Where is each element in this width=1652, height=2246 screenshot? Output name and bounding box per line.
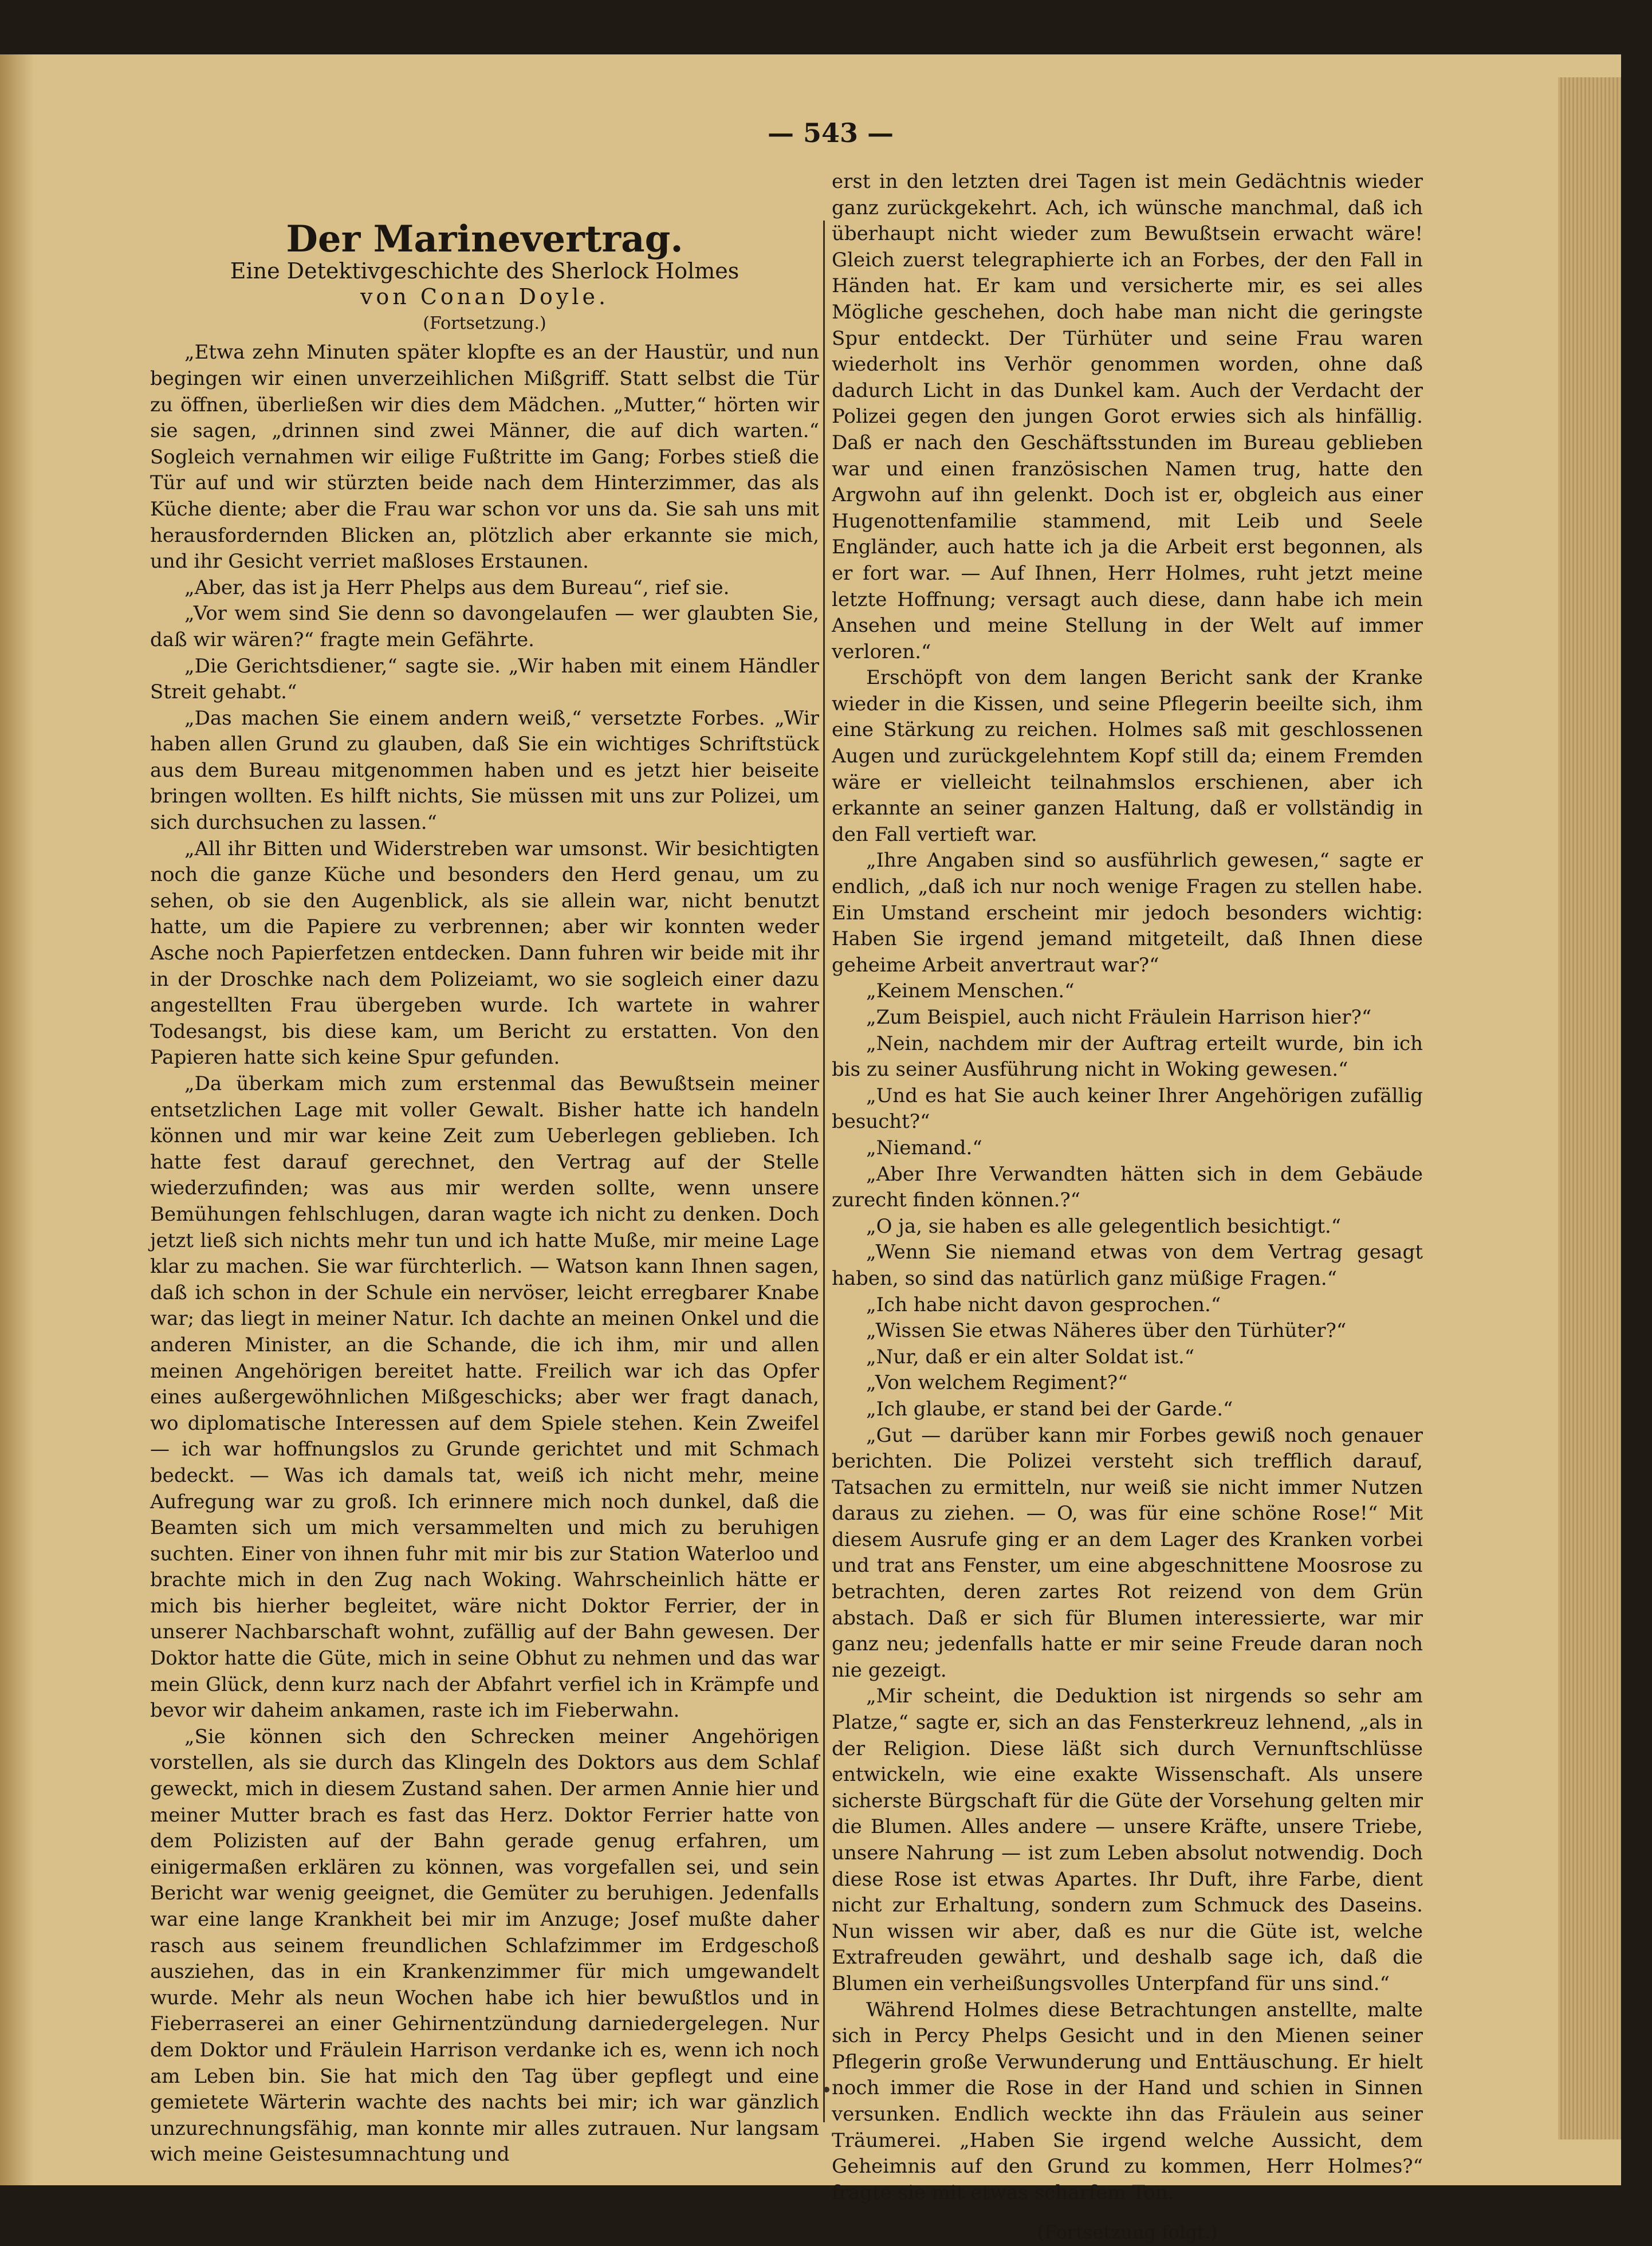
paragraph: „Wissen Sie etwas Näheres über den Türhüter?“ (866, 1319, 1347, 1343)
paragraph: „Ich habe nicht davon gesprochen.“ (866, 1293, 1221, 1316)
article-subtitle: Eine Detektivgeschichte des Sherlock Holmes (230, 258, 740, 284)
paragraph: „Etwa zehn Minuten später klopfte es an der Haustür, und nun begingen wir einen unverzeihlichen Mißgriff. Statt selbst die Tür zu öffnen, überließen wir dies dem Mädchen. „Mutter,“ hörten wir sie sagen, „drinnen sind zwei Männer, die auf dich warten.“ Sogleich vernahmen wir eilige Fußtritte im Gang; Forbes stieß die Tür auf und wir stürzten beide nach dem Hinterzimmer, das als Küche diente; aber die Frau war schon vor uns da. Sie sah uns mit herausfordernden Blicken an, plötzlich aber erkannte sie mich, und ihr Gesicht verriet maßloses Erstaunen. (150, 341, 819, 573)
page-spine-shadow (0, 54, 34, 2185)
paragraph: „Vor wem sind Sie denn so davongelaufen — wer glaubten Sie, daß wir wären?“ fragte mein Gefährte. (150, 602, 819, 651)
closing-note: (Fortsetzung folgt.) (1037, 2221, 1218, 2244)
newspaper-page (0, 54, 1621, 2244)
ink-dot (824, 2087, 829, 2092)
page-number: — 543 — (767, 117, 894, 148)
paragraph: „Gut — darüber kann mir Forbes gewiß noch genauer berichten. Die Polizei versteht sich trefflich darauf, Tatsachen zu ermitteln, nur weiß sie nicht immer Nutzen daraus zu ziehen. — O, was für eine schöne Rose!“ Mit diesem Ausrufe ging er an dem Lager des Kranken vorbei und trat ans Fenster, um eine abgeschnittene Moosrose zu betrachten, deren zartes Rot reizend von dem Grün abstach. Daß er sich für Blumen interessierte, war mir ganz neu; jedenfalls hatte er mir seine Freude daran noch nie gezeigt. (832, 1423, 1423, 1682)
paragraph: erst in den letzten drei Tagen ist mein Gedächtnis wieder ganz zurückgekehrt. Ach, ich wünsche manchmal, daß ich überhaupt nicht wieder zum Bewußtsein erwacht wäre! Gleich zuerst telegraphierte ich an Forbes, der den Fall in Händen hat. Er kam und versicherte mir, es sei alles Mögliche geschehen, doch habe man nicht die geringste Spur entdeckt. Der Türhüter und seine Frau waren wiederholt ins Verhör genommen worden, ohne daß dadurch Licht in das Dunkel kam. Auch der Verdacht der Polizei gegen den jungen Gorot erwies sich als hinfällig. Daß er nach den Geschäftsstunden im Bureau geblieben war und einen französischen Namen trug, hatte den Argwohn auf ihn gelenkt. Doch ist er, obgleich aus einer Hugenottenfamilie stammend, mit Leib und Seele Engländer, auch hatte ich ja die Arbeit erst begonnen, als er fort war. — Auf Ihnen, Herr Holmes, ruht jetzt meine letzte Hoffnung; versagt auch diese, dann habe ich mein Ansehen und meine Stellung in der Welt auf immer verloren.“ (832, 170, 1423, 663)
paragraph: „Niemand.“ (866, 1136, 982, 1159)
paragraph: „Die Gerichtsdiener,“ sagte sie. „Wir haben mit einem Händler Streit gehabt.“ (150, 654, 819, 704)
paragraph: „Und es hat Sie auch keiner Ihrer Angehörigen zufällig besucht?“ (832, 1084, 1423, 1134)
paragraph: „Zum Beispiel, auch nicht Fräulein Harrison hier?“ (866, 1006, 1372, 1029)
paragraph: „Sie können sich den Schrecken meiner Angehörigen vorstellen, als sie durch das Klingeln des Doktors aus dem Schlaf geweckt, mich in diesem Zustand sahen. Der armen Annie hier und meiner Mutter brach es fast das Herz. Doktor Ferrier hatte von dem Polizisten auf der Bahn gerade genug erfahren, um einigermaßen erklären zu können, was vorgefallen sei, und sein Bericht war wenig geeignet, die Gemüter zu beruhigen. Jedenfalls war eine lange Krankheit bei mir im Anzuge; Josef mußte daher rasch aus seinem freundlichen Schlafzimmer im Erdgeschoß ausziehen, das in ein Krankenzimmer für mich umgewandelt wurde. Mehr als neun Wochen habe ich hier bewußtlos und in Fieberraserei an einer Gehirnentzündung darniedergelegen. Nur dem Doktor und Fräulein Harrison verdanke ich es, wenn ich noch am Leben bin. Sie hat mich den Tag über gepflegt und eine gemietete Wärterin wachte des nachts bei mir; ich war gänzlich unzurechnungsfähig, man konnte mir alles zutrauen. Nur langsam wich meine Geistesumnachtung und (150, 1725, 819, 2166)
paragraph: „Ihre Angaben sind so ausführlich gewesen,“ sagte er endlich, „daß ich nur noch wenige Fragen zu stellen habe. Ein Umstand erscheint mir jedoch besonders wichtig: Haben Sie irgend jemand mitgeteilt, daß Ihnen diese geheime Arbeit anvertraut war?“ (832, 849, 1423, 977)
paragraph: „Nur, daß er ein alter Soldat ist.“ (866, 1345, 1195, 1368)
paragraph: „Mir scheint, die Deduktion ist nirgends so sehr am Platze,“ sagte er, sich an das Fensterkreuz lehnend, „als in der Religion. Diese läßt sich durch Vernunftschlüsse entwickeln, wie eine exakte Wissenschaft. Als unsere sicherste Bürgschaft für die Güte der Vorsehung gelten mir die Blumen. Alles andere — unsere Kräfte, unsere Triebe, unsere Nahrung — ist zum Leben absolut notwendig. Doch diese Rose ist etwas Apartes. Ihr Duft, ihre Farbe, dient nicht zur Erhaltung, sondern zum Schmuck des Daseins. Nun wissen wir aber, daß es nur die Güte ist, welche Extrafreuden gewährt, und deshalb sage ich, daß die Blumen ein verheißungsvolles Unterpfand für uns sind.“ (832, 1685, 1423, 1995)
column-divider (823, 221, 825, 2122)
paragraph: „Das machen Sie einem andern weiß,“ versetzte Forbes. „Wir haben allen Grund zu glauben, daß Sie ein wichtiges Schriftstück aus dem Bureau mitgenommen haben und es jetzt hier beiseite bringen wollten. Es hilft nichts, Sie müssen mit uns zur Polizei, um sich durchsuchen zu lassen.“ (150, 706, 819, 835)
paragraph: „Von welchem Regiment?“ (866, 1371, 1128, 1395)
column-right (832, 169, 1423, 2246)
page-edges (1558, 77, 1621, 2139)
paragraph: „Aber Ihre Verwandten hätten sich in dem Gebäude zurecht finden können.?“ (832, 1162, 1423, 1212)
paragraph: Während Holmes diese Betrachtungen anstellte, malte sich in Percy Phelps Gesicht und in den Mienen seiner Pflegerin große Verwunderung und Enttäuschung. Er hielt noch immer die Rose in der Hand und schien in Sinnen versunken. Endlich weckte ihn das Fräulein aus seiner Träumerei. „Haben Sie irgend welche Aussicht, dem Geheimnis auf den Grund zu kommen, Herr Holmes?“ fragte sie mit etwas scharfem Ton. (832, 1998, 1423, 2204)
paragraph: „Ich glaube, er stand bei der Garde.“ (866, 1397, 1233, 1421)
column-left (150, 218, 819, 2168)
paragraph: „Keinem Menschen.“ (866, 980, 1075, 1003)
paragraph: „Wenn Sie niemand etwas von dem Vertrag gesagt haben, so sind das natürlich ganz müßige Fragen.“ (832, 1241, 1423, 1290)
paragraph: „Aber, das ist ja Herr Phelps aus dem Bureau“, rief sie. (184, 576, 730, 599)
paragraph: „Nein, nachdem mir der Auftrag erteilt wurde, bin ich bis zu seiner Ausführung nicht in Woking gewesen.“ (832, 1032, 1423, 1081)
paragraph: „All ihr Bitten und Widerstreben war umsonst. Wir besichtigten noch die ganze Küche und besonders den Herd genau, um zu sehen, ob sie den Augenblick, als sie allein war, nicht benutzt hatte, um die Papiere zu verbrennen; aber wir konnten weder Asche noch Papierfetzen entdecken. Dann fuhren wir beide mit ihr in der Droschke nach dem Polizeiamt, wo sie sogleich einer dazu angestellten Frau übergeben wurde. Ich wartete in wahrer Todesangst, bis diese kam, um Bericht zu erstatten. Von den Papieren hatte sich keine Spur gefunden. (150, 837, 819, 1069)
paragraph: Erschöpft von dem langen Bericht sank der Kranke wieder in die Kissen, und seine Pflegerin beeilte sich, ihm eine Stärkung zu reichen. Holmes saß mit geschlossenen Augen und zurückgelehntem Kopf still da; einem Fremden wäre er vielleicht teilnahmslos erschienen, aber ich erkannte an seiner ganzen Haltung, daß er vollständig in den Fall vertieft war. (832, 666, 1423, 846)
article-author: von Conan Doyle. (360, 284, 609, 310)
article-title: Der Marinevertrag. (286, 218, 683, 261)
paragraph: „O ja, sie haben es alle gelegentlich besichtigt.“ (866, 1214, 1342, 1238)
paragraph: „Da überkam mich zum erstenmal das Bewußtsein meiner entsetzlichen Lage mit voller Gewalt. Bisher hatte ich handeln können und mir war keine Zeit zum Ueberlegen geblieben. Ich hatte fest darauf gerechnet, den Vertrag auf der Stelle wiederzufinden; was aus mir werden sollte, wenn unsere Bemühungen fehlschlugen, daran wagte ich nicht zu denken. Doch jetzt ließ sich nichts mehr tun und ich hatte Muße, mir meine Lage klar zu machen. Sie war fürchterlich. — Watson kann Ihnen sagen, daß ich schon in der Schule ein nervöser, leicht erregbarer Knabe war; das liegt in meiner Natur. Ich dachte an meinen Onkel und die anderen Minister, an die Schande, die ich ihm, mir und allen meinen Angehörigen bereitet hatte. Freilich war ich das Opfer eines außergewöhnlichen Mißgeschicks; aber wer fragt danach, wo diplomatische Interessen auf dem Spiele stehen. Kein Zweifel — ich war hoffnungslos zu Grunde gerichtet und mit Schmach bedeckt. — Was ich damals tat, weiß ich nicht mehr, meine Aufregung war zu groß. Ich erinnere mich noch dunkel, daß die Beamten sich um mich versammelten und mich zu beruhigen suchten. Einer von ihnen fuhr mit mir bis zur Station Waterloo und brachte mich in den Zug nach Woking. Wahrscheinlich hätte er mich bis hierher begleitet, wäre nicht Doktor Ferrier, der in unserer Nachbarschaft wohnt, zufällig auf der Bahn gewesen. Der Doktor hatte die Güte, mich in seine Obhut zu nehmen und das war mein Glück, denn kurz nach der Abfahrt verfiel ich in Krämpfe und bevor wir daheim ankamen, raste ich im Fieberwahn. (150, 1072, 819, 1722)
continuation-note: (Fortsetzung.) (423, 313, 546, 333)
